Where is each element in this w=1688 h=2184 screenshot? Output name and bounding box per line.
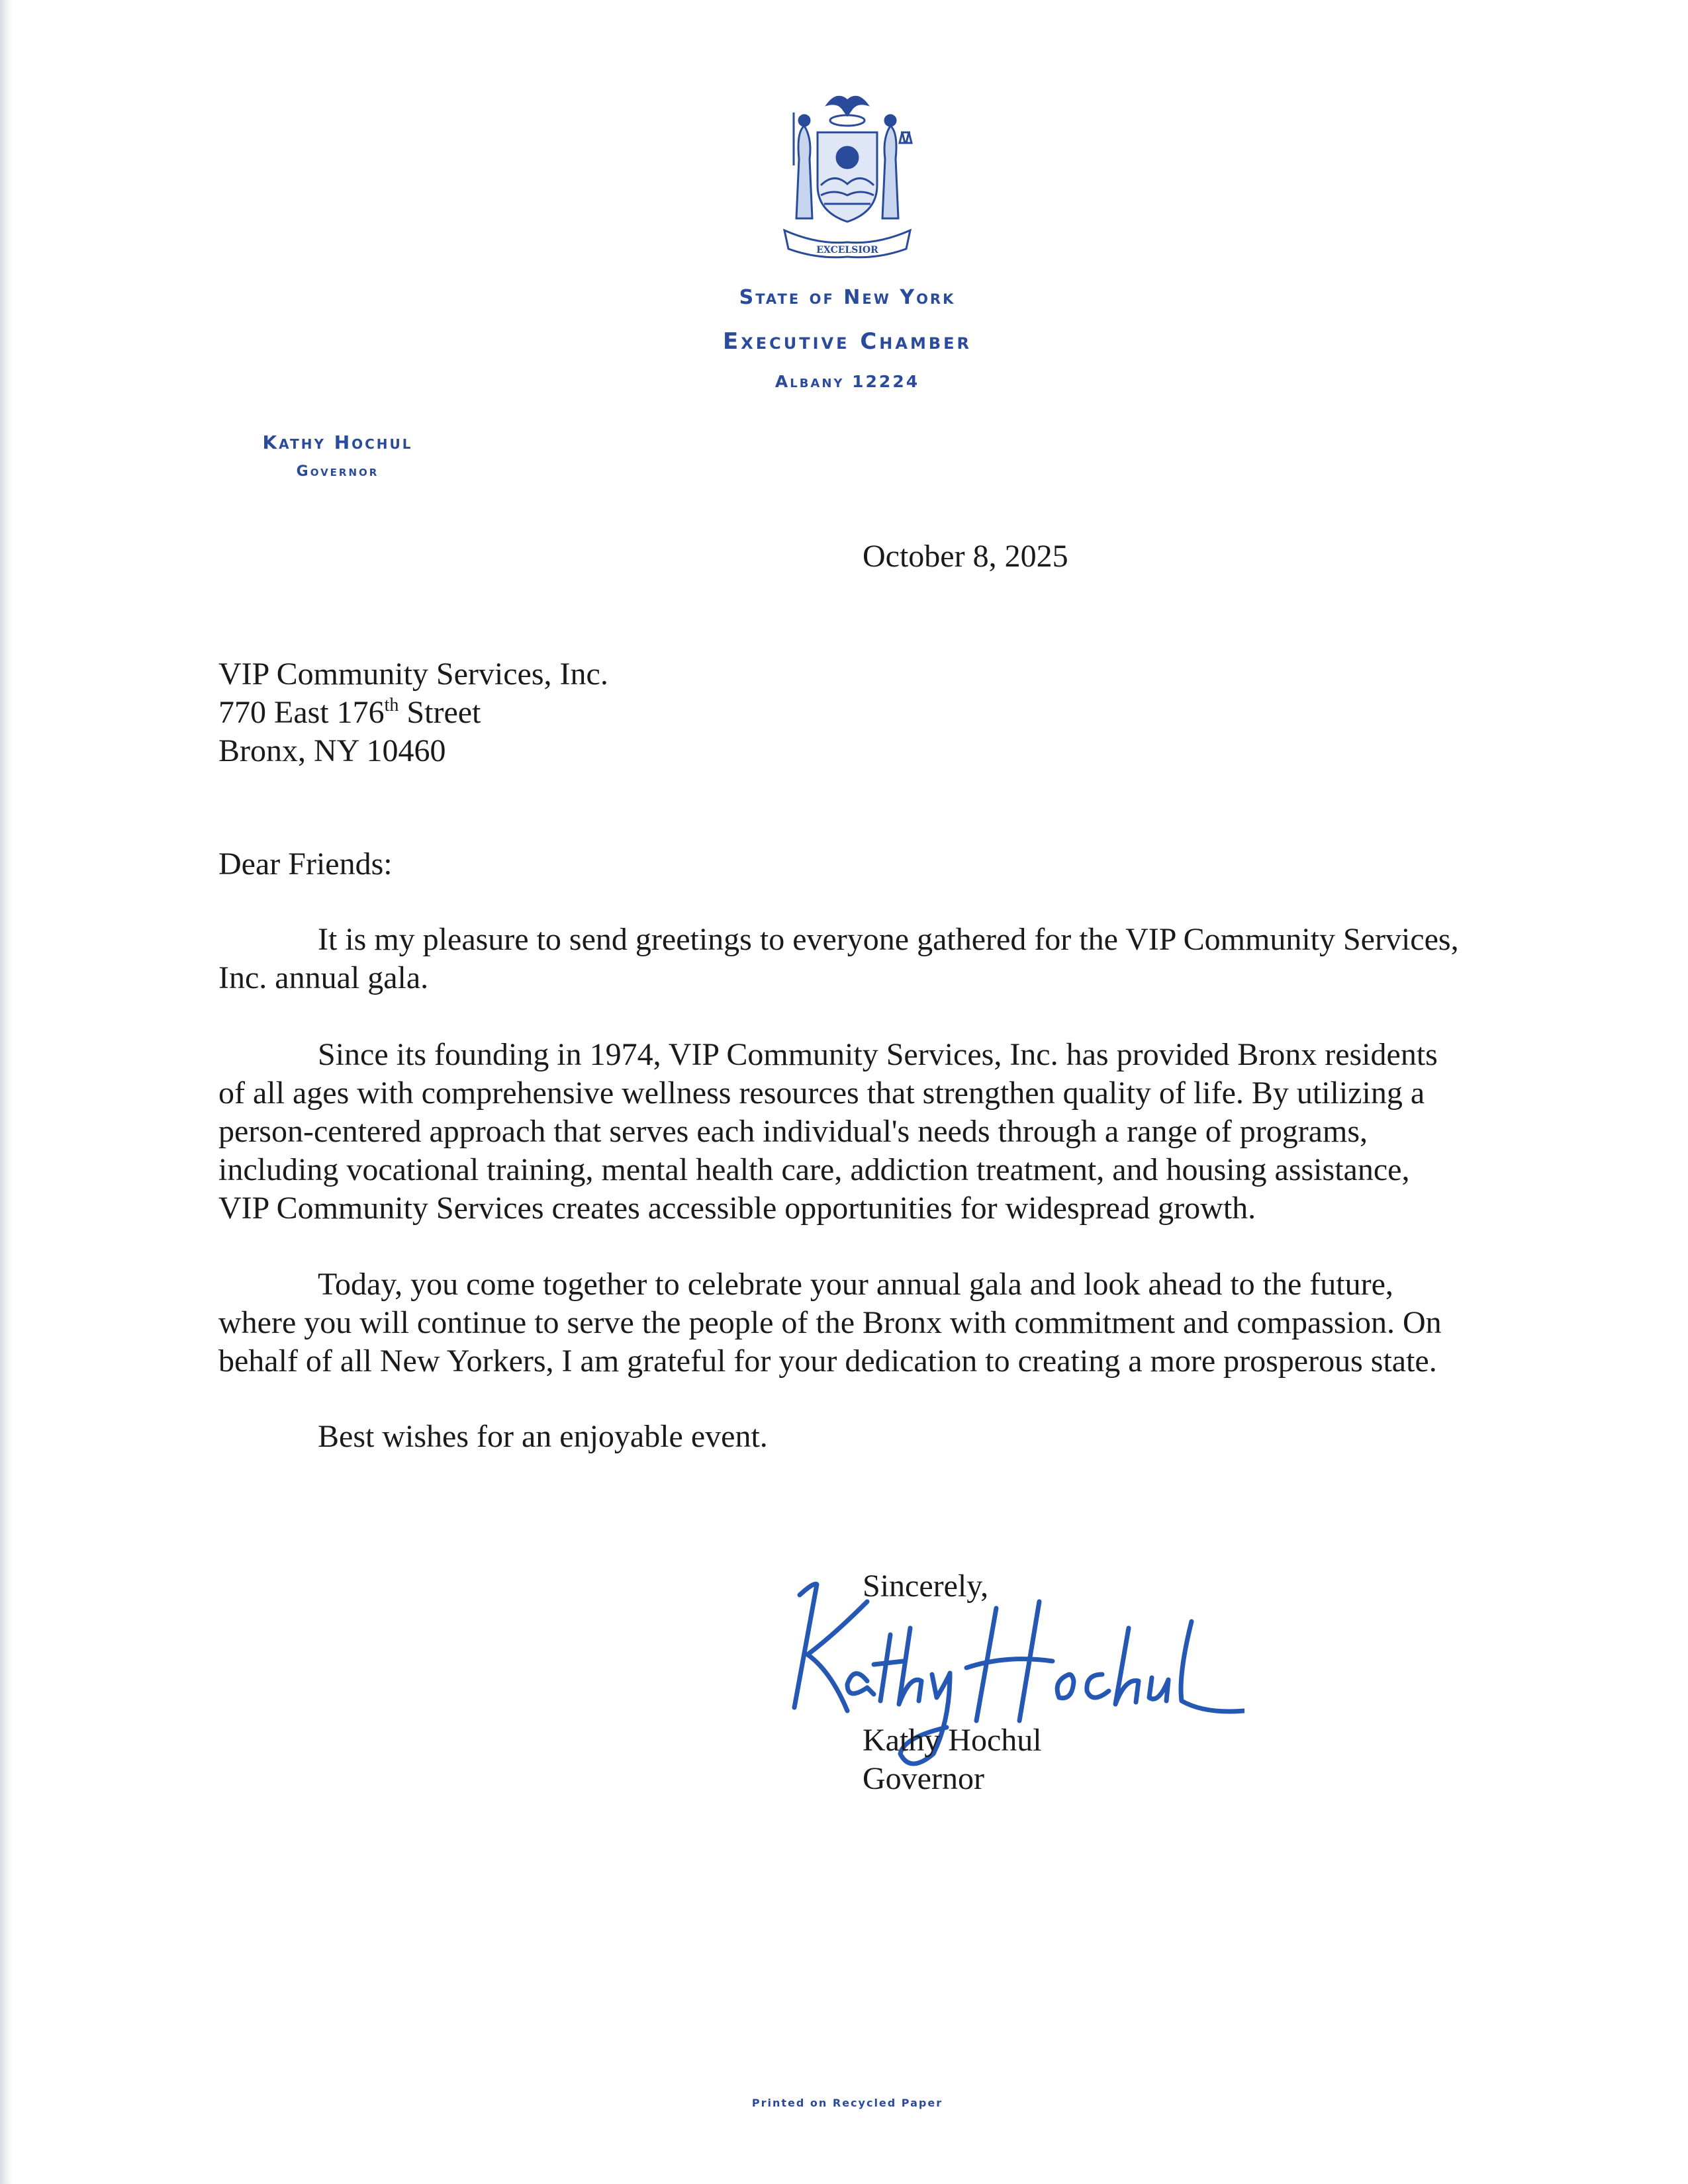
letterhead-governor-title: Governor [296, 463, 379, 480]
street-number: 770 East 176 [218, 695, 385, 730]
paragraph-line: It is my pleasure to send greetings to everyone gathered for the VIP Community Services, [318, 922, 1459, 957]
paragraph-line: where you will continue to serve the people of the Bronx with commitment and compassion. On [218, 1305, 1442, 1340]
recipient-org: VIP Community Services, Inc. [218, 657, 608, 692]
paragraph-2 [218, 1036, 1516, 1228]
closing: Sincerely, [863, 1569, 989, 1604]
recipient-city-line: Bronx, NY 10460 [218, 733, 446, 768]
signer-title: Governor [863, 1761, 984, 1796]
letter-date: October 8, 2025 [863, 539, 1068, 574]
paragraph-line: of all ages with comprehensive wellness resources that strengthen quality of life. By utilizing a [218, 1075, 1425, 1111]
recipient-street [218, 694, 481, 732]
paragraph-line: Inc. annual gala. [218, 960, 429, 995]
paragraph-line: including vocational training, mental health care, addiction treatment, and housing assistance, [218, 1152, 1410, 1187]
paragraph-line: Since its founding in 1974, VIP Community Services, Inc. has provided Bronx residents [318, 1037, 1438, 1072]
paragraph-line: VIP Community Services creates accessible opportunities for widespread growth. [218, 1191, 1256, 1226]
salutation: Dear Friends: [218, 846, 393, 882]
letterhead-chamber: Executive Chamber [723, 328, 972, 355]
paragraph-line: person-centered approach that serves each individual's needs through a range of programs, [218, 1114, 1368, 1149]
street-name: Street [399, 695, 481, 730]
paragraph-line: behalf of all New Yorkers, I am grateful for your dedication to creating a more prosperous state. [218, 1343, 1437, 1379]
street-suffix: th [384, 695, 399, 715]
state-seal-icon [765, 86, 930, 271]
closing-wish: Best wishes for an enjoyable event. [318, 1419, 768, 1454]
paragraph-line: Today, you come together to celebrate your annual gala and look ahead to the future, [318, 1267, 1393, 1302]
scan-edge [0, 0, 13, 2184]
letterhead-city: Albany 12224 [774, 372, 920, 391]
signer-name: Kathy Hochul [863, 1723, 1042, 1758]
recycled-paper-footer: Printed on Recycled Paper [751, 2097, 943, 2109]
paragraph-3 [218, 1265, 1516, 1381]
letterhead-governor-name: Kathy Hochul [262, 432, 413, 453]
paragraph-1 [218, 921, 1516, 997]
seal-motto: EXCELSIOR [816, 245, 878, 255]
letterhead-state: State of New York [739, 286, 956, 309]
